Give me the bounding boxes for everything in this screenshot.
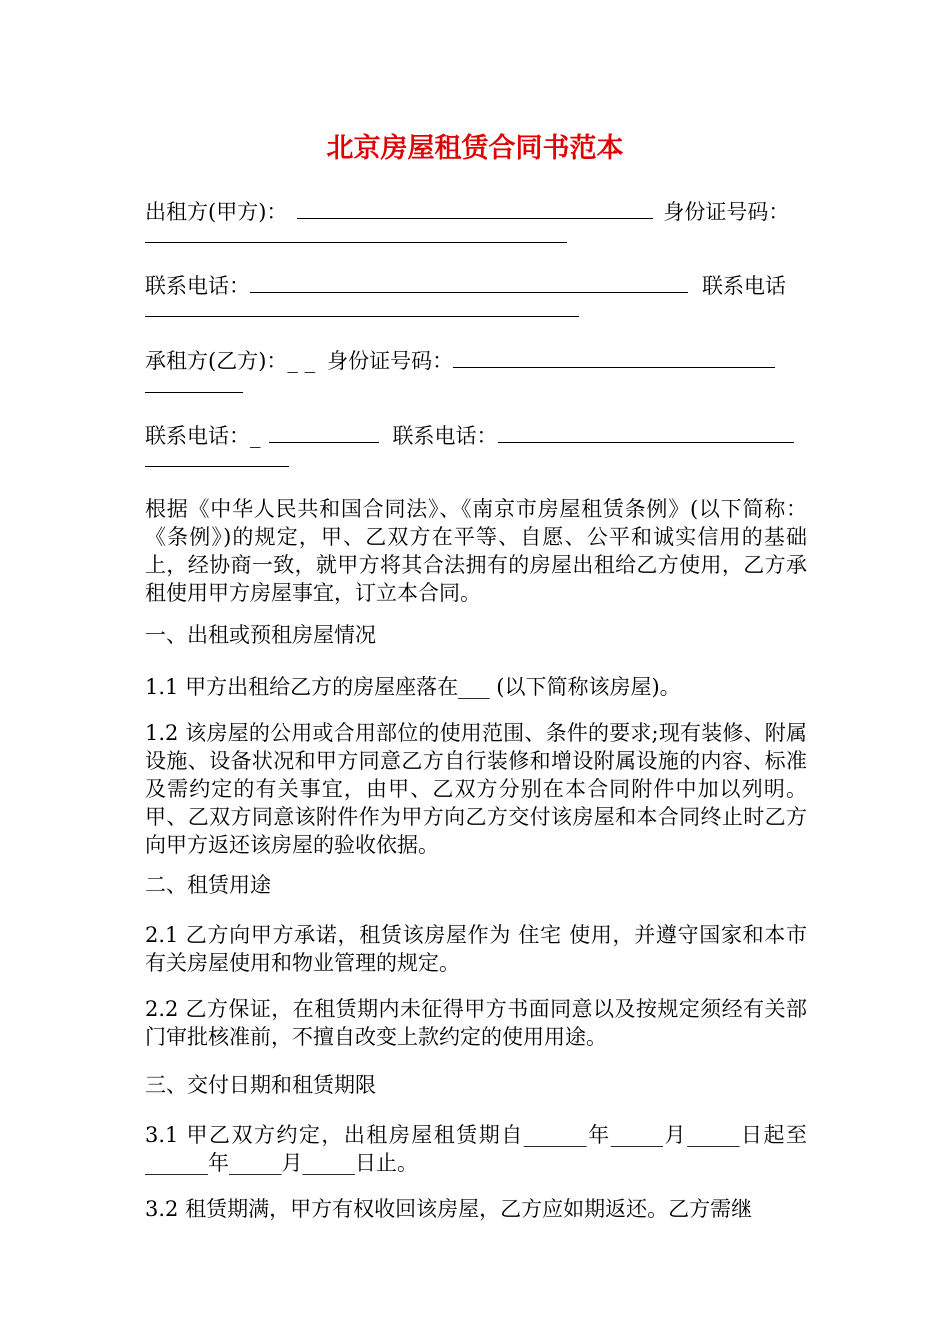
lessee-id-blank — [453, 347, 775, 368]
lessor-id-blank — [145, 222, 567, 243]
lessee-phone-2-blank — [498, 422, 794, 443]
section-3-heading: 三、交付日期和租赁期限 — [145, 1073, 376, 1097]
section-2-heading: 二、租赁用途 — [145, 873, 271, 897]
clause-3-1: 3.1 甲乙双方约定，出租房屋租赁期自______年_____月_____日起至______年_____月_____日止。 — [145, 1123, 807, 1175]
section-1-heading: 一、出租或预租房屋情况 — [145, 623, 376, 647]
intro-paragraph: 根据《中华人民共和国合同法》、《南京市房屋租赁条例》(以下简称：《条例》)的规定，甲、乙双方在平等、自愿、公平和诚实信用的基础上，经协商一致，就甲方将其合法拥有的房屋出租给乙方使用，乙方承租使用甲方房屋事宜，订立本合同。 — [145, 497, 807, 605]
lessor-label: 出租方(甲方)： — [145, 200, 288, 224]
lessee-id-cont-line — [145, 372, 807, 400]
lessor-name-blank — [297, 198, 653, 219]
lessor-phone-2-line — [145, 296, 807, 324]
document-title: 北京房屋租赁合同书范本 — [326, 133, 624, 164]
lessee-label: 承租方(乙方)： — [145, 349, 288, 373]
lessee-short-blanks: _ _ — [287, 349, 316, 373]
lessee-id-label: 身份证号码： — [327, 349, 454, 373]
clause-3-2: 3.2 租赁期满，甲方有权收回该房屋，乙方应如期返还。乙方需继 — [145, 1197, 753, 1221]
lessee-phone-cont-line — [145, 446, 807, 474]
lessor-phone-blank — [250, 272, 688, 293]
lessee-id-blank-cont — [145, 372, 243, 393]
lessor-id-label: 身份证号码： — [663, 200, 790, 224]
lessor-phone-2-blank — [145, 296, 579, 317]
clause-2-1: 2.1 乙方向甲方承诺，租赁该房屋作为 住宅 使用，并遵守国家和本市有关房屋使用和物业管理的规定。 — [145, 923, 807, 975]
lessor-phone-label: 联系电话： — [145, 274, 250, 298]
lessee-phone-blank — [269, 422, 379, 443]
clause-2-2: 2.2 乙方保证，在租赁期内未征得甲方书面同意以及按规定须经有关部门审批核准前，不擅自改变上款约定的使用用途。 — [145, 997, 807, 1049]
lessee-phone-prefix: _ — [250, 424, 261, 448]
clause-1-2: 1.2 该房屋的公用或合用部位的使用范围、条件的要求;现有装修、附属设施、设备状况和甲方同意乙方自行装修和增设附属设施的内容、标准及需约定的有关事宜，由甲、乙双方分别在本合同附件中加以列明。甲、乙双方同意该附件作为甲方向乙方交付该房屋和本合同终止时乙方向甲方返还该房屋的验收依据。 — [145, 721, 807, 857]
lessee-phone-label-2: 联系电话： — [392, 424, 498, 448]
lessee-phone-label: 联系电话： — [145, 424, 250, 448]
clause-1-1: 1.1 甲方出租给乙方的房屋座落在___ (以下简称该房屋)。 — [145, 675, 681, 699]
lessee-line — [145, 347, 807, 375]
lessee-phone-2-blank-cont — [145, 446, 289, 467]
lessor-phone-label-2: 联系电话 — [702, 274, 786, 298]
lessor-id-line — [145, 222, 807, 250]
